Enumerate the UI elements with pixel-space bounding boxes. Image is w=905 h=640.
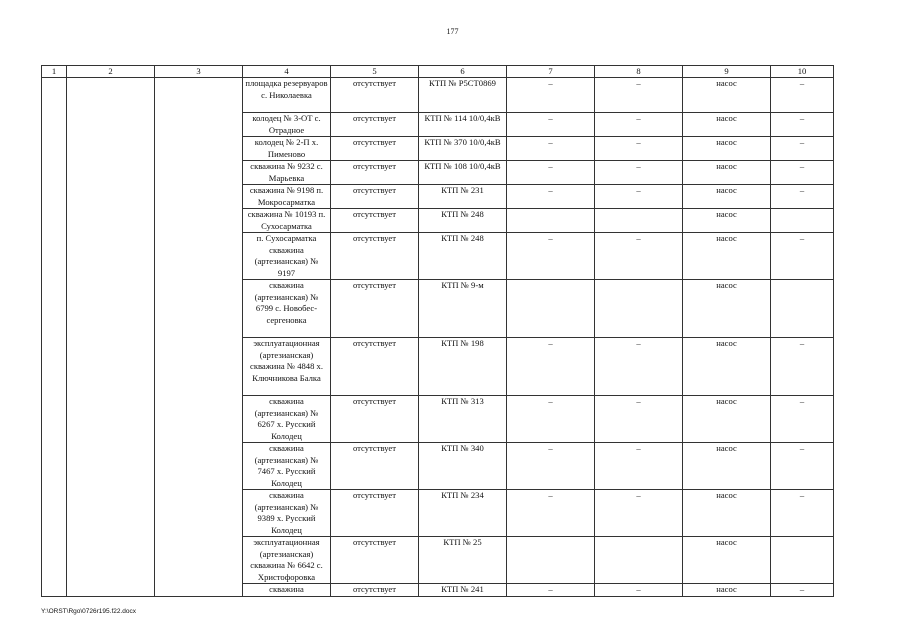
protection-cell: отсутствует bbox=[331, 443, 419, 490]
col10-cell: – bbox=[771, 161, 834, 185]
col10-cell: – bbox=[771, 185, 834, 209]
col8-cell: – bbox=[595, 137, 683, 161]
substation-cell: КТП № 25 bbox=[419, 537, 507, 584]
col7-cell: – bbox=[507, 137, 595, 161]
col10-cell: – bbox=[771, 113, 834, 137]
substation-cell: КТП № 234 bbox=[419, 490, 507, 537]
header-cell-10: 10 bbox=[771, 66, 834, 78]
col10-cell bbox=[771, 537, 834, 584]
object-cell: скважина bbox=[243, 584, 331, 597]
header-cell-6: 6 bbox=[419, 66, 507, 78]
protection-cell: отсутствует bbox=[331, 233, 419, 280]
merged-cell-col3 bbox=[155, 78, 243, 597]
footer-file-path: Y:\ORST\Rgo\0726r195.f22.docx bbox=[41, 608, 137, 615]
protection-cell: отсутствует bbox=[331, 490, 419, 537]
col7-cell bbox=[507, 537, 595, 584]
protection-cell: отсутствует bbox=[331, 584, 419, 597]
data-table bbox=[41, 65, 834, 597]
col7-cell: – bbox=[507, 443, 595, 490]
col8-cell bbox=[595, 537, 683, 584]
header-cell-3: 3 bbox=[155, 66, 243, 78]
table-row bbox=[42, 78, 834, 113]
col7-cell: – bbox=[507, 78, 595, 113]
col8-cell: – bbox=[595, 233, 683, 280]
col8-cell: – bbox=[595, 584, 683, 597]
header-cell-5: 5 bbox=[331, 66, 419, 78]
object-cell: скважина (артезианская) № 9389 х. Русский Колодец bbox=[243, 490, 331, 537]
protection-cell: отсутствует bbox=[331, 137, 419, 161]
protection-cell: отсутствует bbox=[331, 161, 419, 185]
col10-cell: – bbox=[771, 396, 834, 443]
protection-cell: отсутствует bbox=[331, 78, 419, 113]
substation-cell: КТП № 231 bbox=[419, 185, 507, 209]
substation-cell: КТП № 198 bbox=[419, 338, 507, 396]
object-cell: скважина № 9232 с. Марьевка bbox=[243, 161, 331, 185]
equipment-cell: насос bbox=[683, 161, 771, 185]
col8-cell: – bbox=[595, 396, 683, 443]
protection-cell: отсутствует bbox=[331, 338, 419, 396]
header-cell-7: 7 bbox=[507, 66, 595, 78]
object-cell: колодец № 3-ОТ с. Отрадное bbox=[243, 113, 331, 137]
col7-cell: – bbox=[507, 490, 595, 537]
equipment-cell: насос bbox=[683, 537, 771, 584]
equipment-cell: насос bbox=[683, 233, 771, 280]
substation-cell: КТП № 241 bbox=[419, 584, 507, 597]
col8-cell: – bbox=[595, 185, 683, 209]
header-cell-9: 9 bbox=[683, 66, 771, 78]
object-cell: скважина (артезианская) № 6799 с. Новобес-сергеновка bbox=[243, 280, 331, 338]
col7-cell bbox=[507, 280, 595, 338]
equipment-cell: насос bbox=[683, 396, 771, 443]
object-cell: п. Сухосарматка скважина (артезианская) № 9197 bbox=[243, 233, 331, 280]
substation-cell: КТП № 313 bbox=[419, 396, 507, 443]
col10-cell bbox=[771, 280, 834, 338]
equipment-cell: насос bbox=[683, 113, 771, 137]
data-table-wrapper bbox=[41, 65, 833, 597]
protection-cell: отсутствует bbox=[331, 113, 419, 137]
header-cell-8: 8 bbox=[595, 66, 683, 78]
col7-cell bbox=[507, 209, 595, 233]
col7-cell: – bbox=[507, 584, 595, 597]
equipment-cell: насос bbox=[683, 78, 771, 113]
col8-cell: – bbox=[595, 161, 683, 185]
page-number: 177 bbox=[446, 27, 459, 36]
object-cell: скважина № 10193 п. Сухосарматка bbox=[243, 209, 331, 233]
col8-cell: – bbox=[595, 78, 683, 113]
substation-cell: КТП № 9-м bbox=[419, 280, 507, 338]
equipment-cell: насос bbox=[683, 137, 771, 161]
col10-cell: – bbox=[771, 584, 834, 597]
protection-cell: отсутствует bbox=[331, 209, 419, 233]
col8-cell bbox=[595, 280, 683, 338]
col7-cell: – bbox=[507, 338, 595, 396]
col8-cell bbox=[595, 209, 683, 233]
substation-cell: КТП № 248 bbox=[419, 233, 507, 280]
substation-cell: КТП № 340 bbox=[419, 443, 507, 490]
equipment-cell: насос bbox=[683, 280, 771, 338]
merged-cell-col1 bbox=[42, 78, 67, 597]
substation-cell: КТП № 370 10/0,4кВ bbox=[419, 137, 507, 161]
object-cell: скважина (артезианская) № 6267 х. Русский Колодец bbox=[243, 396, 331, 443]
object-cell: колодец № 2-П х. Пименово bbox=[243, 137, 331, 161]
header-row bbox=[42, 66, 834, 78]
col8-cell: – bbox=[595, 443, 683, 490]
substation-cell: КТП № 248 bbox=[419, 209, 507, 233]
equipment-cell: насос bbox=[683, 443, 771, 490]
col10-cell: – bbox=[771, 443, 834, 490]
col7-cell: – bbox=[507, 185, 595, 209]
equipment-cell: насос bbox=[683, 185, 771, 209]
merged-cell-col2 bbox=[67, 78, 155, 597]
col10-cell: – bbox=[771, 233, 834, 280]
substation-cell: КТП № Р5СТ0869 bbox=[419, 78, 507, 113]
header-cell-2: 2 bbox=[67, 66, 155, 78]
col7-cell: – bbox=[507, 396, 595, 443]
protection-cell: отсутствует bbox=[331, 537, 419, 584]
col8-cell: – bbox=[595, 113, 683, 137]
col10-cell: – bbox=[771, 78, 834, 113]
col10-cell: – bbox=[771, 338, 834, 396]
col7-cell: – bbox=[507, 113, 595, 137]
equipment-cell: насос bbox=[683, 584, 771, 597]
col10-cell: – bbox=[771, 490, 834, 537]
col8-cell: – bbox=[595, 490, 683, 537]
substation-cell: КТП № 108 10/0,4кВ bbox=[419, 161, 507, 185]
equipment-cell: насос bbox=[683, 338, 771, 396]
substation-cell: КТП № 114 10/0,4кВ bbox=[419, 113, 507, 137]
object-cell: площадка резервуаров с. Николаевка bbox=[243, 78, 331, 113]
equipment-cell: насос bbox=[683, 490, 771, 537]
object-cell: эксплуатационная (артезианская) скважина № 6642 с. Христофоровка bbox=[243, 537, 331, 584]
header-cell-4: 4 bbox=[243, 66, 331, 78]
protection-cell: отсутствует bbox=[331, 280, 419, 338]
col7-cell: – bbox=[507, 233, 595, 280]
object-cell: эксплуатационная (артезианская) скважина № 4848 х. Ключникова Балка bbox=[243, 338, 331, 396]
equipment-cell: насос bbox=[683, 209, 771, 233]
protection-cell: отсутствует bbox=[331, 185, 419, 209]
protection-cell: отсутствует bbox=[331, 396, 419, 443]
col7-cell: – bbox=[507, 161, 595, 185]
header-cell-1: 1 bbox=[42, 66, 67, 78]
col10-cell: – bbox=[771, 137, 834, 161]
object-cell: скважина (артезианская) № 7467 х. Русский Колодец bbox=[243, 443, 331, 490]
object-cell: скважина № 9198 п. Мокросарматка bbox=[243, 185, 331, 209]
col8-cell: – bbox=[595, 338, 683, 396]
col10-cell bbox=[771, 209, 834, 233]
